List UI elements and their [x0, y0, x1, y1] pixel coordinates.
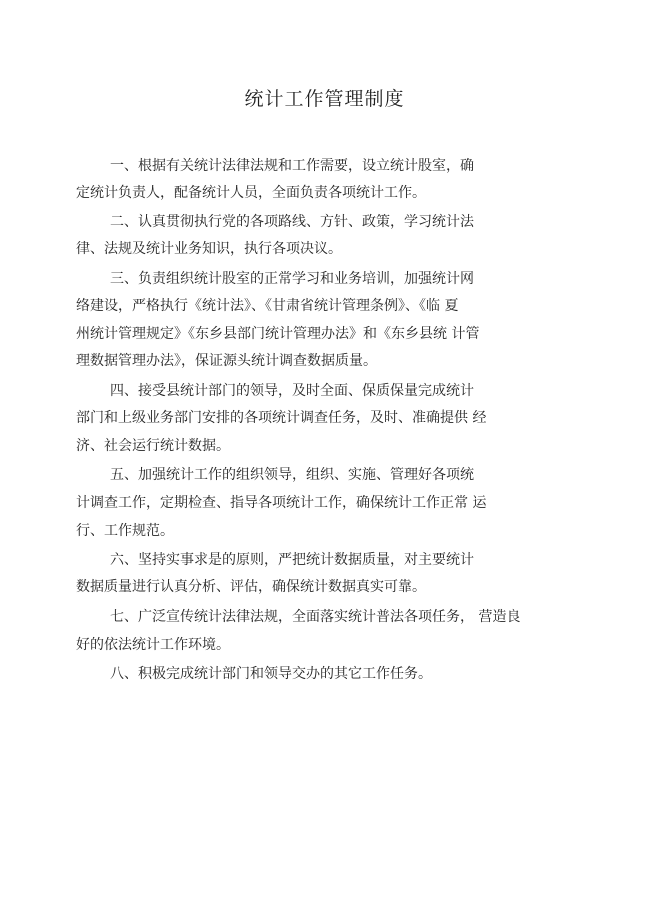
- paragraph-5-line-1: 五、加强统计工作的组织领导，组织、实施、管理好各项统: [110, 467, 474, 483]
- paragraph-4-line-1: 四、接受县统计部门的领导，及时全面、保质保量完成统计: [110, 383, 474, 399]
- paragraph-7-line-1: 七、广泛宣传统计法律法规，全面落实统计普法各项任务， 营造良: [110, 609, 521, 625]
- paragraph-6-line-2: 数据质量进行认真分析、评估，确保统计数据真实可靠。: [76, 579, 426, 595]
- paragraph-3-line-2: 络建设，严格执行《统计法》、《甘肃省统计管理条例》、《临 夏: [76, 298, 459, 314]
- paragraph-6-line-1: 六、坚持实事求是的原则，严把统计数据质量，对主要统计: [110, 552, 474, 568]
- paragraph-2-line-1: 二、认真贯彻执行党的各项路线、方针、政策，学习统计法: [110, 214, 474, 230]
- paragraph-7-line-2: 好的依法统计工作环境。: [76, 637, 230, 653]
- paragraph-5-line-2: 计调查工作，定期检查、指导各项统计工作，确保统计工作正常 运: [76, 495, 487, 511]
- paragraph-3-line-3: 州统计管理规定》《东乡县部门统计管理办法》和《东乡县统 计管: [76, 326, 480, 342]
- paragraph-3-line-4: 理数据管理办法》，保证源头统计调查数据质量。: [76, 353, 377, 369]
- paragraph-5-line-3: 行、工作规范。: [76, 523, 174, 539]
- page-title: 统计工作管理制度: [244, 88, 405, 110]
- paragraph-3-line-1: 三、负责组织统计股室的正常学习和业务培训，加强统计网: [110, 271, 474, 287]
- paragraph-4-line-2: 部门和上级业务部门安排的各项统计调查任务，及时、准确提供 经: [76, 410, 487, 426]
- paragraph-4-line-3: 济、社会运行统计数据。: [76, 438, 230, 454]
- paragraph-1-line-1: 一、根据有关统计法律法规和工作需要，设立统计股室，确: [110, 158, 474, 174]
- paragraph-8-line-1: 八、积极完成统计部门和领导交办的其它工作任务。: [110, 666, 432, 682]
- paragraph-2-line-2: 律、法规及统计业务知识，执行各项决议。: [76, 241, 342, 257]
- paragraph-1-line-2: 定统计负责人，配备统计人员，全面负责各项统计工作。: [76, 185, 426, 201]
